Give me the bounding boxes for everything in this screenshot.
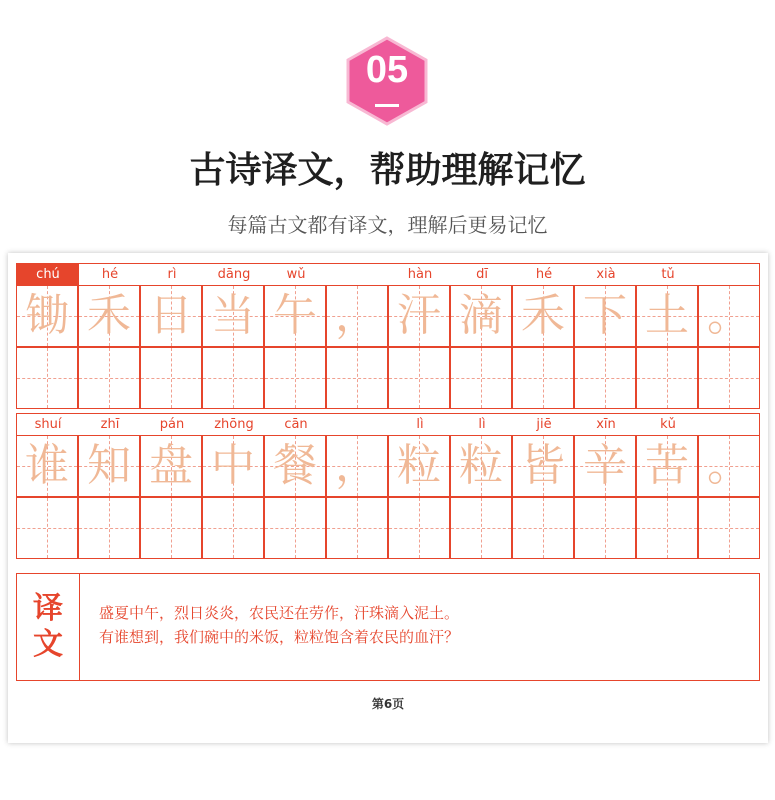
practice-cell[interactable] bbox=[264, 497, 326, 559]
worksheet-page bbox=[8, 253, 768, 743]
trace-character: 日 bbox=[149, 290, 193, 341]
translation-label-char: 译 bbox=[33, 591, 63, 626]
translation-label-char: 文 bbox=[33, 627, 63, 662]
tracing-cell bbox=[140, 435, 202, 497]
trace-character: 粒 bbox=[459, 440, 503, 491]
trace-character: 皆 bbox=[521, 440, 565, 491]
tracing-cell bbox=[388, 435, 450, 497]
tracing-cell bbox=[574, 435, 636, 497]
pinyin-syllable: hé bbox=[101, 267, 119, 282]
tracing-cell bbox=[202, 285, 264, 347]
tracing-cell bbox=[636, 435, 698, 497]
trace-character: 辛 bbox=[583, 440, 627, 491]
trace-character: ， bbox=[335, 440, 379, 491]
page-subtitle: 每篇古文都有译文，理解后更易记忆 bbox=[227, 213, 548, 237]
pinyin-syllable: kǔ bbox=[660, 417, 676, 432]
practice-cell[interactable] bbox=[450, 497, 512, 559]
practice-cell[interactable] bbox=[326, 497, 388, 559]
section-number: 05 bbox=[365, 49, 409, 91]
pinyin-syllable: lì bbox=[478, 417, 486, 432]
page-number: 第6页 bbox=[371, 697, 405, 711]
tracing-cell bbox=[326, 285, 388, 347]
trace-character: 盘 bbox=[149, 440, 193, 491]
tracing-cell bbox=[78, 285, 140, 347]
practice-cell[interactable] bbox=[16, 497, 78, 559]
practice-cell[interactable] bbox=[574, 497, 636, 559]
pinyin-syllable: xīn bbox=[596, 417, 616, 432]
trace-character: ， bbox=[335, 290, 379, 341]
practice-cell[interactable] bbox=[450, 347, 512, 409]
pinyin-syllable: zhōng bbox=[214, 417, 254, 432]
trace-character: 餐 bbox=[273, 440, 317, 491]
practice-cell[interactable] bbox=[264, 347, 326, 409]
pinyin-row bbox=[16, 413, 760, 435]
pinyin-syllable: shuí bbox=[34, 417, 62, 432]
practice-cell[interactable] bbox=[512, 497, 574, 559]
pinyin-syllable: chú bbox=[36, 267, 60, 282]
tracing-cell bbox=[326, 435, 388, 497]
trace-character: 滴 bbox=[459, 290, 503, 341]
practice-cell[interactable] bbox=[636, 347, 698, 409]
pinyin-syllable: dī bbox=[476, 267, 488, 282]
trace-character: 。 bbox=[707, 290, 751, 341]
trace-character: 下 bbox=[583, 290, 627, 341]
practice-cell[interactable] bbox=[574, 347, 636, 409]
trace-character: 当 bbox=[211, 290, 255, 341]
tracing-cell bbox=[264, 285, 326, 347]
pinyin-syllable: dāng bbox=[217, 267, 251, 282]
practice-cell[interactable] bbox=[140, 497, 202, 559]
trace-character: 禾 bbox=[521, 290, 565, 341]
tracing-cell bbox=[202, 435, 264, 497]
pinyin-syllable: hé bbox=[535, 267, 553, 282]
pinyin-syllable: rì bbox=[167, 267, 177, 282]
pinyin-syllable: wǔ bbox=[286, 267, 306, 282]
practice-cell[interactable] bbox=[16, 347, 78, 409]
trace-character: 锄 bbox=[25, 290, 69, 341]
tracing-cell bbox=[636, 285, 698, 347]
practice-cell[interactable] bbox=[78, 347, 140, 409]
tracing-cell bbox=[388, 285, 450, 347]
translation-line: 有谁想到，我们碗中的米饭，粒粒饱含着农民的血汗？ bbox=[99, 628, 460, 646]
pinyin-syllable: cān bbox=[284, 417, 308, 432]
trace-character: 汗 bbox=[397, 290, 441, 341]
pinyin-syllable: pán bbox=[159, 417, 185, 432]
page-title: 古诗译文，帮助理解记忆 bbox=[189, 150, 586, 191]
tracing-cell bbox=[512, 285, 574, 347]
trace-character: 苦 bbox=[645, 440, 689, 491]
tracing-cell bbox=[450, 285, 512, 347]
tracing-cell bbox=[264, 435, 326, 497]
tracing-cell bbox=[512, 435, 574, 497]
pinyin-row bbox=[16, 263, 760, 285]
translation-line: 盛夏中午，烈日炎炎，农民还在劳作，汗珠滴入泥土。 bbox=[99, 604, 460, 622]
practice-cell[interactable] bbox=[388, 347, 450, 409]
practice-cell[interactable] bbox=[202, 347, 264, 409]
pinyin-syllable: jiē bbox=[536, 417, 552, 432]
pinyin-syllable: hàn bbox=[407, 267, 433, 282]
trace-character: 禾 bbox=[87, 290, 131, 341]
tracing-cell bbox=[16, 285, 78, 347]
trace-character: 知 bbox=[87, 440, 131, 491]
tracing-cell bbox=[140, 285, 202, 347]
practice-cell[interactable] bbox=[512, 347, 574, 409]
tracing-cell bbox=[698, 435, 760, 497]
practice-cell[interactable] bbox=[326, 347, 388, 409]
trace-character: 午 bbox=[273, 290, 317, 341]
translation-box bbox=[16, 573, 760, 681]
pinyin-syllable: lì bbox=[416, 417, 424, 432]
tracing-cell bbox=[698, 285, 760, 347]
tracing-cell bbox=[16, 435, 78, 497]
practice-cell[interactable] bbox=[698, 347, 760, 409]
trace-character: 土 bbox=[645, 290, 689, 341]
practice-cell[interactable] bbox=[78, 497, 140, 559]
practice-cell[interactable] bbox=[698, 497, 760, 559]
trace-character: 谁 bbox=[25, 440, 69, 491]
pinyin-syllable: tǔ bbox=[661, 267, 675, 282]
badge-underline bbox=[375, 104, 399, 107]
tracing-cell bbox=[574, 285, 636, 347]
tracing-cell bbox=[450, 435, 512, 497]
trace-character: 。 bbox=[707, 440, 751, 491]
practice-cell[interactable] bbox=[202, 497, 264, 559]
section-number-badge bbox=[342, 36, 432, 126]
trace-character: 中 bbox=[211, 440, 255, 491]
tracing-cell bbox=[78, 435, 140, 497]
pinyin-syllable: xià bbox=[596, 267, 616, 282]
practice-cell[interactable] bbox=[636, 497, 698, 559]
practice-cell[interactable] bbox=[140, 347, 202, 409]
pinyin-syllable: zhī bbox=[100, 417, 120, 432]
trace-character: 粒 bbox=[397, 440, 441, 491]
translation-label bbox=[17, 574, 80, 680]
practice-cell[interactable] bbox=[388, 497, 450, 559]
